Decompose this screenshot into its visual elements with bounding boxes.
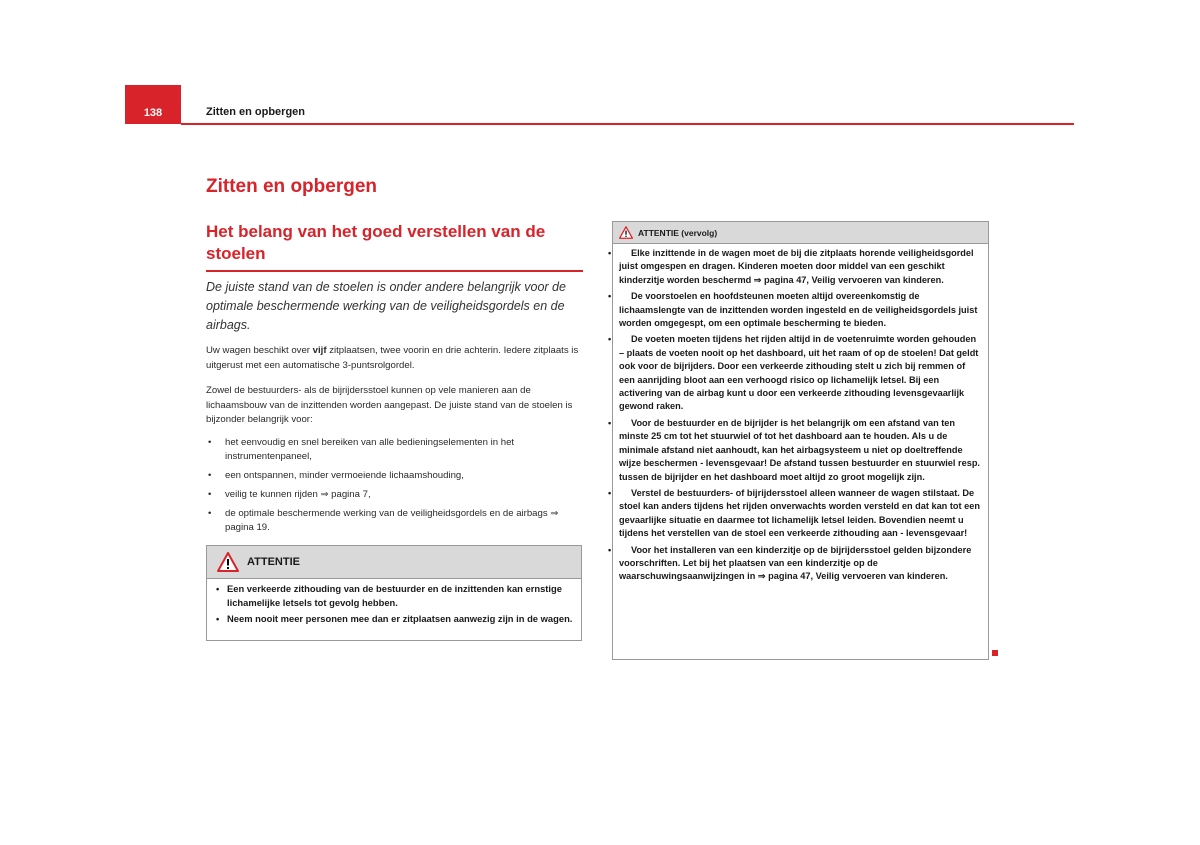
- warning-label: ATTENTIE: [247, 556, 300, 568]
- warning-item: • Neem nooit meer personen mee dan er zitplaatsen aanwezig zijn in de wagen.: [215, 612, 573, 626]
- chapter-title: Zitten en opbergen: [206, 176, 377, 197]
- warning-item: • Een verkeerde zithouding van de bestuurder en de inzittenden kan ernstige lichamelijke letsels tot gevolg hebben.: [215, 582, 573, 610]
- paragraph-text: zitplaatsen, twee voorin en drie achterin. Iedere zitplaats is uitgerust met een automatische 3-puntsrolgordel.: [206, 345, 579, 371]
- section-title: Het belang van het goed verstellen van de stoelen: [206, 221, 583, 272]
- section-intro: De juiste stand van de stoelen is onder andere belangrijk voor de optimale beschermende werking van de veiligheidsgordels en de airbags.: [206, 280, 566, 332]
- body-paragraph-seats: [206, 344, 584, 373]
- warning-item: • De voeten moeten tijdens het rijden altijd in de voetenruimte worden gehouden – plaats de voeten nooit op het dashboard, uit het raam of op de stoelen! Dat geldt ook voor de bijrijders. Door een verkeerde zithouding stelt u zich bij remmen of een aanrijding bloot aan een verhoogd risico op lichamelijk letsel. Bij een activering van de airbag kunt u door een verkeerde zithouding levensgevaarlijk gewond raken.: [619, 333, 982, 413]
- warning-item: • Voor het installeren van een kinderzitje op de bijrijdersstoel gelden bijzondere voorschriften. Let bij het plaatsen van een kinderzitje op de waarschuwingsaanwijzingen in ⇒ pagina 47, Veilig vervoeren van kinderen.: [619, 544, 982, 584]
- warning-item: • Verstel de bestuurders- of bijrijdersstoel alleen wanneer de wagen stilstaat. De stoel kan anders tijdens het rijden onverwachts worden versteld en dat kan tot een gevaarlijke situatie en daarmee tot lichamelijk letsel leiden. Bovendien neemt u tijdens het verstellen van de stoel een verkeerde zithouding aan - levensgevaar!: [619, 487, 982, 541]
- warning-continued-list: [613, 244, 988, 584]
- list-item: • veilig te kunnen rijden ⇒ pagina 7,: [206, 488, 584, 502]
- body-paragraph-adjustment: Zowel de bestuurders- als de bijrijdersstoel kunnen op vele manieren aan de lichaamsbouw van de inzittenden worden aangepast. De juiste stand van de stoelen is bijzonder belangrijk voor:: [206, 385, 573, 425]
- paragraph-text: Uw wagen beschikt over: [206, 345, 313, 356]
- running-header: Zitten en opbergen: [206, 106, 305, 118]
- warning-triangle-icon: [217, 552, 239, 572]
- list-item: • een ontspannen, minder vermoeiende lichaamshouding,: [206, 469, 584, 483]
- warning-header: [207, 546, 581, 579]
- warning-triangle-icon: [619, 226, 633, 239]
- importance-list: [206, 436, 584, 540]
- warning-item: • De voorstoelen en hoofdsteunen moeten altijd overeenkomstig de lichaamslengte van de inzittenden worden ingesteld en de veiligheidsgordels juist worden omgegespt, om een optimale bescherming te bieden.: [619, 290, 982, 330]
- header-divider: [181, 123, 1074, 125]
- warning-list: [207, 579, 581, 626]
- warning-item: • Voor de bestuurder en de bijrijder is het belangrijk om een afstand van ten minste 25 cm tot het stuurwiel of tot het dashboard aan te houden. Als u de minimale afstand niet aanhoudt, kan het airbagsysteem u niet op doeltreffende wijze beschermen - levensgevaar! De afstand tussen bestuurder en stuurwiel resp. tussen de bijrijder en het dashboard moet altijd zo groot mogelijk zijn.: [619, 417, 982, 484]
- list-item: • de optimale beschermende werking van de veiligheidsgordels en de airbags ⇒ pagina 19.: [206, 507, 584, 535]
- section-end-marker: [992, 650, 998, 656]
- warning-continued-header: [613, 222, 988, 244]
- page-number: 138: [125, 85, 181, 124]
- warning-continued-box: [612, 221, 989, 660]
- warning-box: [206, 545, 582, 641]
- list-item: • het eenvoudig en snel bereiken van alle bedieningselementen in het instrumentenpaneel,: [206, 436, 584, 464]
- paragraph-emphasis: vijf: [312, 345, 327, 356]
- warning-item: • Elke inzittende in de wagen moet de bij die zitplaats horende veiligheidsgordel juist omgespen en dragen. Kinderen moeten door middel van een geschikt kinderzitje worden beschermd ⇒ pagina 47, Veilig vervoeren van kinderen.: [619, 247, 982, 287]
- warning-continued-label: ATTENTIE (vervolg): [638, 227, 718, 238]
